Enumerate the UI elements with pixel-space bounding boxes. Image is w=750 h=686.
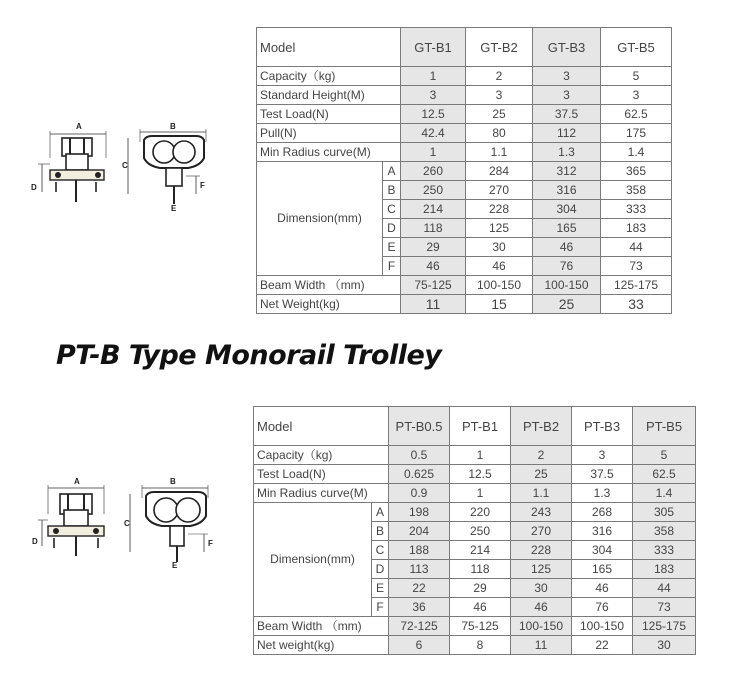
spec-value: 175 xyxy=(601,124,672,143)
dim-label-d: D xyxy=(31,183,37,192)
dimension-value: 46 xyxy=(572,579,633,598)
net-weight-value: 22 xyxy=(572,636,633,655)
spec-value: 3 xyxy=(533,86,601,105)
model-header-row xyxy=(254,407,696,446)
dimension-value: 333 xyxy=(601,200,672,219)
net-weight-label: Net weight(kg) xyxy=(254,636,389,655)
spec-value: 12.5 xyxy=(401,105,466,124)
spec-value: 25 xyxy=(466,105,533,124)
net-weight-value: 30 xyxy=(633,636,696,655)
dimension-key: F xyxy=(383,257,401,276)
dimension-value: 46 xyxy=(450,598,511,617)
spec-value: 0.5 xyxy=(389,446,450,465)
dimension-value: 44 xyxy=(633,579,696,598)
dimension-value: 204 xyxy=(389,522,450,541)
spec-value: 0.625 xyxy=(389,465,450,484)
dimension-value: 316 xyxy=(533,181,601,200)
dimension-value: 312 xyxy=(533,162,601,181)
dimension-value: 220 xyxy=(450,503,511,522)
spec-value: 0.9 xyxy=(389,484,450,503)
net-weight-value: 25 xyxy=(533,295,601,314)
dimension-label: Dimension(mm) xyxy=(254,503,372,617)
dimension-key: E xyxy=(383,238,401,257)
spec-label: Standard Height(M) xyxy=(257,86,401,105)
dimension-value: 125 xyxy=(466,219,533,238)
dimension-value: 198 xyxy=(389,503,450,522)
dimension-value: 270 xyxy=(466,181,533,200)
dim-label-c: C xyxy=(124,519,130,528)
model-name-cell: PT-B1 xyxy=(450,407,511,446)
dim-label-a: A xyxy=(76,122,82,131)
beam-width-row xyxy=(254,617,696,636)
spec-value: 112 xyxy=(533,124,601,143)
dimension-value: 270 xyxy=(511,522,572,541)
spec-label: Min Radius curve(M) xyxy=(254,484,389,503)
dimension-value: 29 xyxy=(450,579,511,598)
spec-value: 25 xyxy=(511,465,572,484)
dimension-value: 365 xyxy=(601,162,672,181)
dim-label-d: D xyxy=(32,537,38,546)
spec-value: 37.5 xyxy=(533,105,601,124)
dimension-value: 76 xyxy=(572,598,633,617)
dimension-value: 73 xyxy=(633,598,696,617)
spec-value: 62.5 xyxy=(601,105,672,124)
dimension-value: 228 xyxy=(466,200,533,219)
dimension-key: A xyxy=(383,162,401,181)
dimension-value: 214 xyxy=(401,200,466,219)
dimension-value: 73 xyxy=(601,257,672,276)
spec-value: 2 xyxy=(511,446,572,465)
dimension-key: C xyxy=(383,200,401,219)
dimension-value: 29 xyxy=(401,238,466,257)
dimension-value: 36 xyxy=(389,598,450,617)
pt-side-view-drawing xyxy=(122,474,222,570)
dimension-value: 316 xyxy=(572,522,633,541)
model-name-cell: PT-B2 xyxy=(511,407,572,446)
dimension-value: 358 xyxy=(633,522,696,541)
spec-value: 80 xyxy=(466,124,533,143)
spec-row xyxy=(254,484,696,503)
beam-width-value: 100-150 xyxy=(511,617,572,636)
spec-label: Capacity（kg) xyxy=(257,67,401,86)
dimension-value: 214 xyxy=(450,541,511,560)
beam-width-value: 100-150 xyxy=(466,276,533,295)
dim-label-b: B xyxy=(170,122,176,131)
spec-value: 3 xyxy=(401,86,466,105)
dimension-value: 243 xyxy=(511,503,572,522)
dimension-value: 46 xyxy=(401,257,466,276)
net-weight-label: Net Weight(kg) xyxy=(257,295,401,314)
gt-spec-table xyxy=(256,27,672,314)
section-heading: PT-B Type Monorail Trolley xyxy=(56,340,442,371)
beam-width-value: 125-175 xyxy=(633,617,696,636)
dimension-key: B xyxy=(383,181,401,200)
dimension-value: 284 xyxy=(466,162,533,181)
net-weight-value: 8 xyxy=(450,636,511,655)
beam-width-label: Beam Width （mm) xyxy=(257,276,401,295)
spec-row xyxy=(257,105,672,124)
dimension-value: 165 xyxy=(533,219,601,238)
spec-value: 1 xyxy=(450,484,511,503)
spec-value: 1.3 xyxy=(572,484,633,503)
spec-value: 12.5 xyxy=(450,465,511,484)
net-weight-row xyxy=(257,295,672,314)
dimension-value: 46 xyxy=(533,238,601,257)
net-weight-row xyxy=(254,636,696,655)
spec-row xyxy=(254,446,696,465)
dimension-value: 30 xyxy=(466,238,533,257)
beam-width-value: 125-175 xyxy=(601,276,672,295)
dimension-value: 30 xyxy=(511,579,572,598)
dimension-row xyxy=(254,503,696,522)
spec-value: 3 xyxy=(601,86,672,105)
spec-label: Test Load(N) xyxy=(257,105,401,124)
model-name-cell: PT-B3 xyxy=(572,407,633,446)
dimension-value: 46 xyxy=(466,257,533,276)
beam-width-value: 100-150 xyxy=(572,617,633,636)
spec-label: Pull(N) xyxy=(257,124,401,143)
spec-value: 1.1 xyxy=(511,484,572,503)
model-name-cell: GT-B1 xyxy=(401,28,466,67)
dimension-value: 188 xyxy=(389,541,450,560)
dimension-key: B xyxy=(372,522,389,541)
spec-value: 3 xyxy=(466,86,533,105)
dimension-value: 333 xyxy=(633,541,696,560)
dimension-value: 165 xyxy=(572,560,633,579)
spec-row xyxy=(257,124,672,143)
pt-spec-table xyxy=(253,406,696,655)
dim-label-f: F xyxy=(200,181,205,190)
spec-value: 62.5 xyxy=(633,465,696,484)
dimension-value: 125 xyxy=(511,560,572,579)
dimension-value: 76 xyxy=(533,257,601,276)
beam-width-value: 100-150 xyxy=(533,276,601,295)
model-label: Model xyxy=(254,407,389,446)
model-header-row xyxy=(257,28,672,67)
beam-width-value: 72-125 xyxy=(389,617,450,636)
dimension-key: C xyxy=(372,541,389,560)
spec-value: 3 xyxy=(572,446,633,465)
dim-label-f: F xyxy=(208,539,213,548)
pt-front-view-drawing xyxy=(30,474,120,570)
dimension-value: 22 xyxy=(389,579,450,598)
spec-row xyxy=(254,465,696,484)
dimension-value: 113 xyxy=(389,560,450,579)
model-name-cell: GT-B3 xyxy=(533,28,601,67)
dimension-value: 250 xyxy=(450,522,511,541)
dimension-key: D xyxy=(372,560,389,579)
dim-label-c: C xyxy=(122,161,128,170)
spec-row xyxy=(257,143,672,162)
spec-value: 1 xyxy=(450,446,511,465)
dimension-value: 44 xyxy=(601,238,672,257)
spec-label: Capacity（kg) xyxy=(254,446,389,465)
beam-width-row xyxy=(257,276,672,295)
net-weight-value: 11 xyxy=(511,636,572,655)
dimension-key: A xyxy=(372,503,389,522)
model-name-cell: PT-B0.5 xyxy=(389,407,450,446)
model-label: Model xyxy=(257,28,401,67)
dimension-value: 304 xyxy=(572,541,633,560)
dimension-value: 183 xyxy=(601,219,672,238)
spec-row xyxy=(257,67,672,86)
dimension-value: 228 xyxy=(511,541,572,560)
dimension-key: D xyxy=(383,219,401,238)
spec-value: 2 xyxy=(466,67,533,86)
spec-value: 42.4 xyxy=(401,124,466,143)
beam-width-label: Beam Width （mm) xyxy=(254,617,389,636)
dimension-value: 260 xyxy=(401,162,466,181)
spec-label: Test Load(N) xyxy=(254,465,389,484)
net-weight-value: 6 xyxy=(389,636,450,655)
dimension-value: 118 xyxy=(450,560,511,579)
spec-value: 5 xyxy=(601,67,672,86)
spec-value: 1.4 xyxy=(633,484,696,503)
model-name-cell: GT-B5 xyxy=(601,28,672,67)
dimension-value: 268 xyxy=(572,503,633,522)
spec-value: 5 xyxy=(633,446,696,465)
dimension-value: 304 xyxy=(533,200,601,219)
gt-front-view-drawing xyxy=(28,118,120,218)
model-name-cell: PT-B5 xyxy=(633,407,696,446)
spec-value: 1.1 xyxy=(466,143,533,162)
dim-label-a: A xyxy=(74,477,80,486)
dimension-value: 183 xyxy=(633,560,696,579)
dimension-value: 118 xyxy=(401,219,466,238)
net-weight-value: 15 xyxy=(466,295,533,314)
spec-value: 37.5 xyxy=(572,465,633,484)
dimension-value: 358 xyxy=(601,181,672,200)
dimension-value: 305 xyxy=(633,503,696,522)
dimension-value: 250 xyxy=(401,181,466,200)
dimension-key: F xyxy=(372,598,389,617)
beam-width-value: 75-125 xyxy=(450,617,511,636)
spec-label: Min Radius curve(M) xyxy=(257,143,401,162)
spec-value: 1.3 xyxy=(533,143,601,162)
dimension-key: E xyxy=(372,579,389,598)
dimension-value: 46 xyxy=(511,598,572,617)
dim-label-e: E xyxy=(172,561,178,570)
spec-value: 1 xyxy=(401,67,466,86)
dimension-label: Dimension(mm) xyxy=(257,162,383,276)
dim-label-e: E xyxy=(171,204,177,213)
beam-width-value: 75-125 xyxy=(401,276,466,295)
gt-side-view-drawing xyxy=(122,118,222,216)
spec-row xyxy=(257,86,672,105)
spec-value: 1 xyxy=(401,143,466,162)
dim-label-b: B xyxy=(170,477,176,486)
spec-value: 1.4 xyxy=(601,143,672,162)
net-weight-value: 33 xyxy=(601,295,672,314)
model-name-cell: GT-B2 xyxy=(466,28,533,67)
net-weight-value: 11 xyxy=(401,295,466,314)
dimension-row xyxy=(257,162,672,181)
spec-value: 3 xyxy=(533,67,601,86)
